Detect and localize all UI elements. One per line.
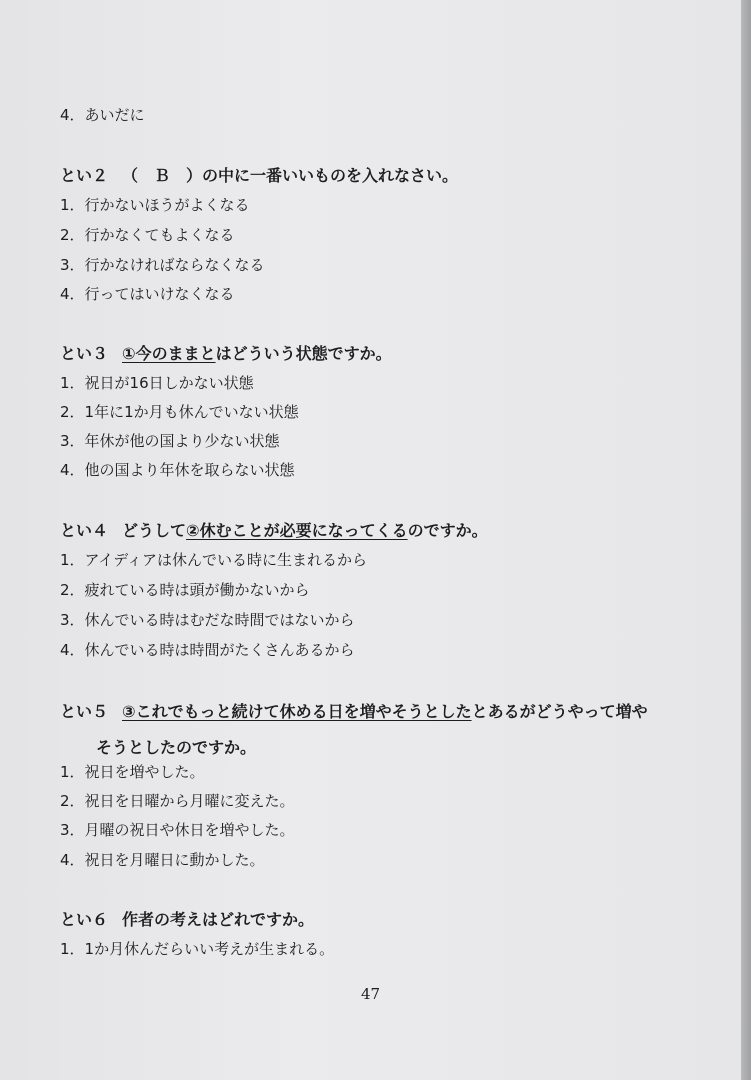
q4-option-2: 2．疲れている時は頭が働かないから	[60, 581, 310, 599]
question-3-text: はどういう状態ですか。	[215, 344, 392, 363]
q5-option-4: 4．祝日を月曜日に動かした。	[60, 851, 265, 869]
q3-option-3: 3．年休が他の国より少ない状態	[60, 432, 280, 450]
question-6-text: 作者の考えはどれですか。	[122, 910, 315, 929]
question-6-label: とい６	[60, 910, 109, 929]
q2-option-3: 3．行かなければならなくなる	[60, 256, 265, 274]
question-5-label: とい５	[60, 702, 109, 721]
question-4-text-after: のですか。	[407, 521, 488, 540]
q3-option-1: 1．祝日が16日しかない状態	[60, 374, 254, 392]
q4-option-4: 4．休んでいる時は時間がたくさんあるから	[60, 641, 355, 659]
question-5	[60, 704, 700, 720]
q2-option-2: 2．行かなくてもよくなる	[60, 226, 235, 244]
q5-option-2: 2．祝日を日曜から月曜に変えた。	[60, 792, 295, 810]
question-3-underlined: ①今のままと	[122, 344, 216, 363]
question-5-underlined: ③これでもっと続けて休める日を増やそうとした	[122, 702, 472, 721]
question-4	[60, 523, 700, 539]
question-2-label: とい２	[60, 166, 109, 185]
question-4-text-before: どうして	[122, 521, 187, 540]
q3-option-4: 4．他の国より年休を取らない状態	[60, 461, 295, 479]
question-6	[60, 912, 700, 928]
question-2-text: （ Ｂ ）の中に一番いいものを入れなさい。	[122, 166, 459, 185]
q5-option-1: 1．祝日を増やした。	[60, 763, 205, 781]
question-5-continuation: そうとしたのですか。	[96, 738, 257, 757]
question-4-underlined: ②休むことが必要になってくる	[186, 521, 408, 540]
question-3	[60, 346, 700, 362]
book-page-edge	[741, 0, 751, 1080]
q4-option-1: 1．アイディアは休んでいる時に生まれるから	[60, 551, 367, 569]
page-number: 47	[360, 985, 381, 1003]
question-5-text-after: とあるがどうやって増や	[471, 702, 648, 721]
question-4-label: とい４	[60, 521, 109, 540]
q2-option-4: 4．行ってはいけなくなる	[60, 285, 235, 303]
q2-option-1: 1．行かないほうがよくなる	[60, 196, 250, 214]
q3-option-2: 2．1年に1か月も休んでいない状態	[60, 403, 299, 421]
q1-option-4: 4．あいだに	[60, 106, 145, 124]
q6-option-1: 1．1か月休んだらいい考えが生まれる。	[60, 940, 335, 958]
question-2	[60, 168, 700, 184]
question-3-label: とい３	[60, 344, 109, 363]
q5-option-3: 3．月曜の祝日や休日を増やした。	[60, 821, 295, 839]
q4-option-3: 3．休んでいる時はむだな時間ではないから	[60, 611, 355, 629]
